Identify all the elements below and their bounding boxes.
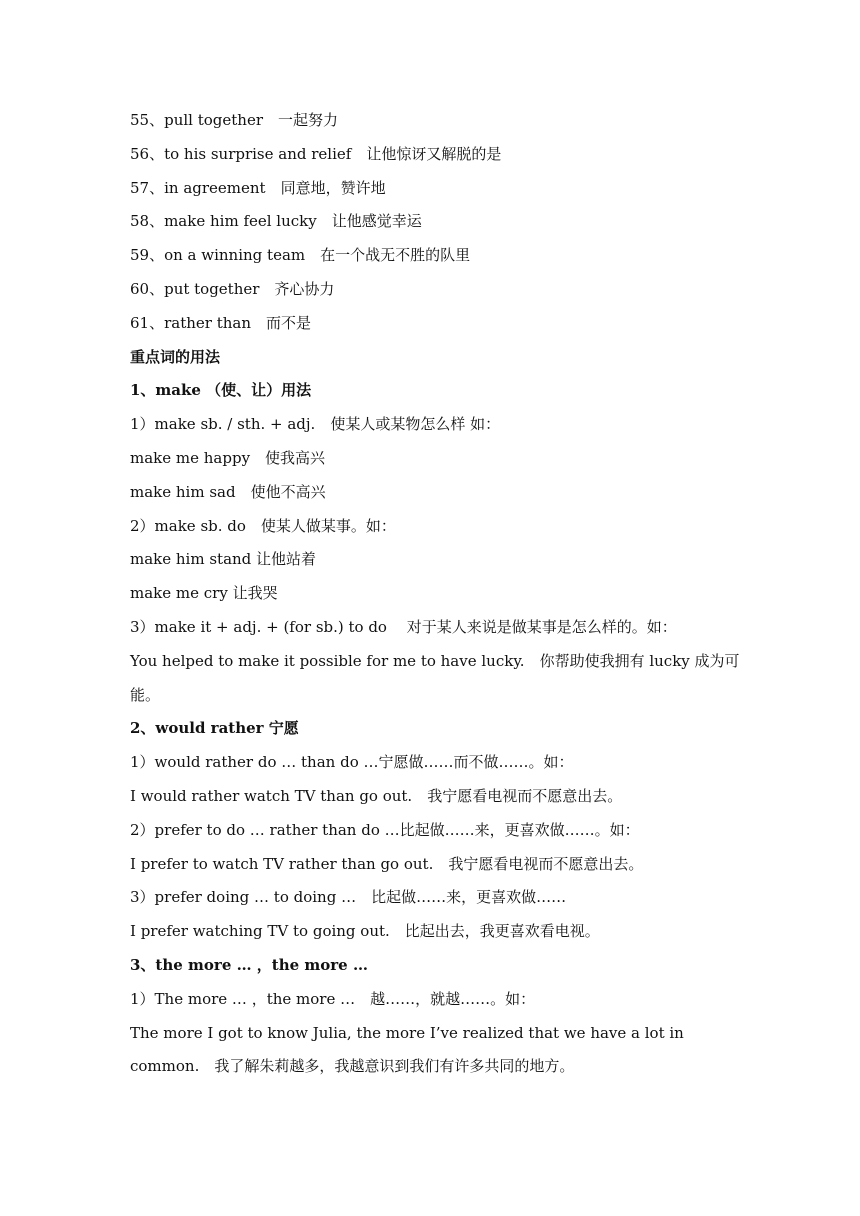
make-example-2b: make me cry 让我哭 xyxy=(130,584,278,603)
make-example-1b: make him sad 使他不高兴 xyxy=(130,482,326,501)
phrase-55: 55、pull together 一起努力 xyxy=(130,111,338,129)
would-rather-rule-2: 2）prefer to do … rather than do …比起做……来，更喜欢做……。如： xyxy=(130,820,640,839)
make-example-3: You helped to make it possible for me to have lucky. 你帮助使我拥有 lucky 成为可能。 xyxy=(130,651,740,704)
document-page xyxy=(130,104,740,1084)
would-rather-example-1: I would rather watch TV than go out. 我宁愿看电视而不愿意出去。 xyxy=(130,786,623,805)
would-rather-rule-3: 3）prefer doing … to doing … 比起做……来，更喜欢做…… xyxy=(130,888,567,907)
the-more-example-1-line-1: The more I got to know Julia, the more I’ve realized that we have a lot in xyxy=(130,1023,684,1042)
phrase-58: 58、make him feel lucky 让他感觉幸运 xyxy=(130,212,422,231)
phrase-60: 60、put together 齐心协力 xyxy=(130,279,335,298)
make-rule-2: 2）make sb. do 使某人做某事。如： xyxy=(130,516,396,535)
phrase-61: 61、rather than 而不是 xyxy=(130,313,311,332)
would-rather-example-3: I prefer watching TV to going out. 比起出去，我更喜欢看电视。 xyxy=(130,922,600,941)
make-rule-1: 1）make sb. / sth. + adj. 使某人或某物怎么样 如： xyxy=(130,415,501,434)
phrase-56: 56、to his surprise and relief 让他惊讶又解脱的是 xyxy=(130,144,502,163)
the-more-heading: 3、the more … ，the more … xyxy=(130,955,368,974)
phrase-59: 59、on a winning team 在一个战无不胜的队里 xyxy=(130,246,471,265)
would-rather-example-2: I prefer to watch TV rather than go out. 我宁愿看电视而不愿意出去。 xyxy=(130,854,644,873)
make-example-1a: make me happy 使我高兴 xyxy=(130,448,326,467)
make-heading: 1、make （使、让）用法 xyxy=(130,381,312,400)
phrase-57: 57、in agreement 同意地，赞许地 xyxy=(130,178,386,197)
would-rather-heading: 2、would rather 宁愿 xyxy=(130,719,299,738)
the-more-rule-1: 1）The more … ，the more … 越……，就越……。如： xyxy=(130,989,536,1008)
the-more-example-1-line-2: common. 我了解朱莉越多，我越意识到我们有许多共同的地方。 xyxy=(130,1057,575,1076)
would-rather-rule-1: 1）would rather do … than do …宁愿做……而不做……。如： xyxy=(130,753,574,772)
make-example-2a: make him stand 让他站着 xyxy=(130,550,317,569)
section-heading: 重点词的用法 xyxy=(130,347,221,366)
make-rule-3: 3）make it + adj. + (for sb.) to do 对于某人来说是做某事是怎么样的。如： xyxy=(130,617,677,636)
